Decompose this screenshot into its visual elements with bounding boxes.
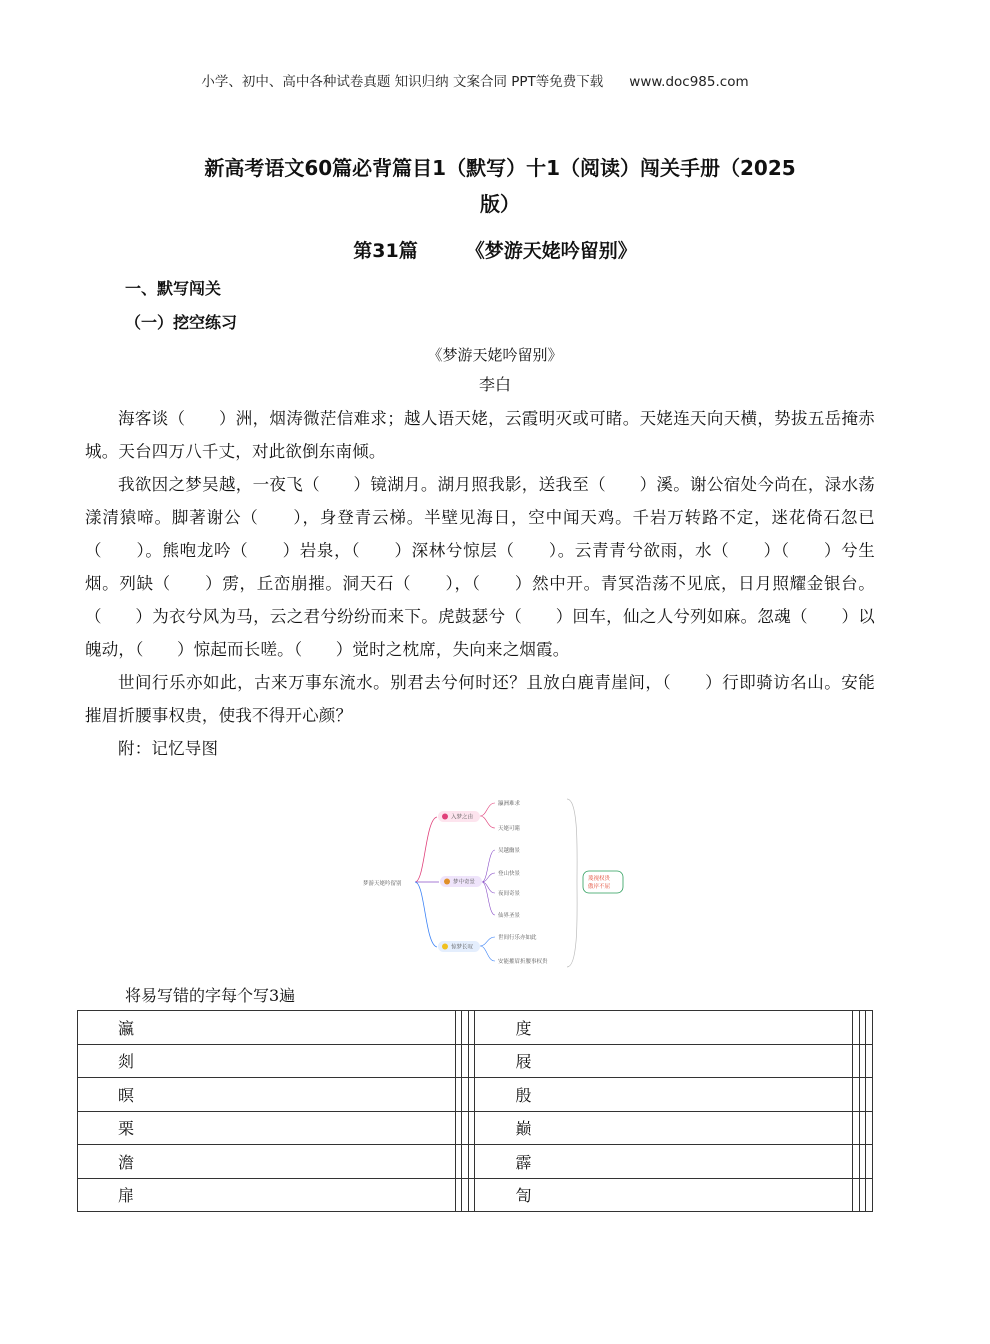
writing-cell[interactable]	[468, 1145, 475, 1179]
practice-char: 屐	[475, 1044, 853, 1078]
writing-cell[interactable]	[859, 1111, 866, 1145]
poem-body	[85, 402, 875, 765]
writing-cell[interactable]	[866, 1078, 873, 1112]
writing-cell[interactable]	[455, 1044, 462, 1078]
writing-cell[interactable]	[468, 1111, 475, 1145]
mindmap-branch-label: 梦中奇景	[453, 879, 476, 886]
site-header	[0, 70, 950, 90]
writing-cell[interactable]	[853, 1145, 860, 1179]
practice-char: 度	[475, 1011, 853, 1045]
writing-cell[interactable]	[866, 1145, 873, 1179]
section-heading: 一、默写闯关	[125, 279, 222, 298]
practice-char: 巅	[475, 1111, 853, 1145]
table-row	[78, 1011, 873, 1045]
writing-cell[interactable]	[455, 1111, 462, 1145]
mindmap-branch-label: 入梦之由	[451, 814, 474, 821]
writing-cell[interactable]	[468, 1178, 475, 1212]
writing-cell[interactable]	[462, 1111, 469, 1145]
practice-char: 澹	[78, 1145, 456, 1179]
poem-author: 李白	[478, 375, 511, 394]
writing-cell[interactable]	[866, 1111, 873, 1145]
practice-char: 剡	[78, 1044, 456, 1078]
practice-char: 殷	[475, 1078, 853, 1112]
lesson-name: 《梦游天姥吟留别》	[465, 240, 637, 262]
table-row	[78, 1145, 873, 1179]
mindmap-leaf: 登山快景	[498, 871, 521, 877]
mindmap-leaf: 仙界圣景	[498, 913, 521, 919]
practice-caption: 将易写错的字每个写3遍	[125, 986, 296, 1005]
writing-cell[interactable]	[859, 1011, 866, 1045]
writing-cell[interactable]	[866, 1044, 873, 1078]
title-line-2: 版）	[480, 192, 520, 216]
practice-char: 訇	[475, 1178, 853, 1212]
mindmap-summary-line: 傲岸不屈	[588, 884, 611, 890]
writing-cell[interactable]	[462, 1044, 469, 1078]
writing-cell[interactable]	[859, 1178, 866, 1212]
practice-char: 霹	[475, 1145, 853, 1179]
practice-char: 扉	[78, 1178, 456, 1212]
writing-cell[interactable]	[859, 1078, 866, 1112]
header-url[interactable]: www.doc985.com	[629, 74, 749, 90]
mindmap-branch-label: 惊梦长叹	[451, 944, 474, 951]
poem-paragraph: 海客谈（ ）洲，烟涛微茫信难求；越人语天姥，云霞明灭或可睹。天姥连天向天横，势拔五岳掩赤城。天台四万八千丈，对此欲倒东南倾。	[85, 409, 875, 461]
writing-cell[interactable]	[853, 1044, 860, 1078]
table-row	[78, 1111, 873, 1145]
header-text: 小学、初中、高中各种试卷真题 知识归纳 文案合同 PPT等免费下载	[201, 74, 604, 90]
writing-cell[interactable]	[853, 1111, 860, 1145]
lesson-subtitle	[0, 236, 990, 263]
table-row	[78, 1178, 873, 1212]
writing-cell[interactable]	[462, 1078, 469, 1112]
writing-cell[interactable]	[853, 1078, 860, 1112]
mindmap-root: 梦游天姥吟留别	[363, 881, 402, 887]
poem-paragraph: 世间行乐亦如此，古来万事东流水。别君去兮何时还？且放白鹿青崖间，（ ）行即骑访名山。安能摧眉折腰事权贵，使我不得开心颜？	[85, 673, 875, 725]
mindmap-summary-line: 蔑视权贵	[588, 876, 611, 882]
writing-cell[interactable]	[468, 1078, 475, 1112]
table-row	[78, 1078, 873, 1112]
mindmap-leaf: 夜间奇景	[498, 891, 521, 897]
mindmap-leaf: 天姥可睹	[498, 826, 521, 832]
writing-cell[interactable]	[468, 1011, 475, 1045]
writing-cell[interactable]	[455, 1078, 462, 1112]
writing-cell[interactable]	[853, 1178, 860, 1212]
writing-cell[interactable]	[853, 1011, 860, 1045]
mindmap-leaf: 吴越幽景	[498, 848, 521, 854]
writing-cell[interactable]	[455, 1145, 462, 1179]
poem-paragraph: 我欲因之梦吴越，一夜飞（ ）镜湖月。湖月照我影，送我至（ ）溪。谢公宿处今尚在，渌水荡漾清猿啼。脚著谢公（ ），身登青云梯。半壁见海日，空中闻天鸡。千岩万转路不定，迷花倚石忽已（ ）。熊咆龙吟（ ）岩泉，（ ）深林兮惊层（ ）。云青青兮欲雨，水（ ）（ ）兮生烟。列缺（ ）雳，丘峦崩摧。洞天石（ ），（ ）然中开。青冥浩荡不见底，日月照耀金银台。（ ）为衣兮风为马，云之君兮纷纷而来下。虎鼓瑟兮（ ）回车，仙之人兮列如麻。忽魂（ ）以魄动，（ ）惊起而长嗟。（ ）觉时之枕席，失向来之烟霞。	[85, 475, 875, 659]
writing-cell[interactable]	[462, 1145, 469, 1179]
writing-cell[interactable]	[455, 1011, 462, 1045]
writing-cell[interactable]	[859, 1145, 866, 1179]
lesson-number: 第31篇	[353, 240, 418, 262]
table-row	[78, 1044, 873, 1078]
practice-char: 瀛	[78, 1011, 456, 1045]
mindmap-leaf: 安能摧眉折腰事权贵	[498, 959, 548, 965]
writing-cell[interactable]	[866, 1178, 873, 1212]
practice-char: 栗	[78, 1111, 456, 1145]
writing-cell[interactable]	[455, 1178, 462, 1212]
mindmap-leaf: 瀛洲难求	[498, 801, 521, 807]
writing-cell[interactable]	[866, 1011, 873, 1045]
practice-char: 暝	[78, 1078, 456, 1112]
title-line-1: 新高考语文60篇必背篇目1（默写）十1（阅读）闯关手册（2025	[204, 156, 796, 180]
writing-cell[interactable]	[859, 1044, 866, 1078]
document-title	[150, 150, 850, 222]
poem-title: 《梦游天姥吟留别》	[427, 346, 563, 364]
practice-table	[77, 1010, 873, 1212]
mindmap-leaf: 世间行乐亦如此	[498, 935, 537, 941]
writing-cell[interactable]	[468, 1044, 475, 1078]
subsection-heading: （一）挖空练习	[125, 313, 238, 332]
writing-cell[interactable]	[462, 1011, 469, 1045]
writing-cell[interactable]	[462, 1178, 469, 1212]
memory-mindmap	[355, 795, 611, 970]
appendix-label: 附：记忆导图	[118, 739, 219, 758]
